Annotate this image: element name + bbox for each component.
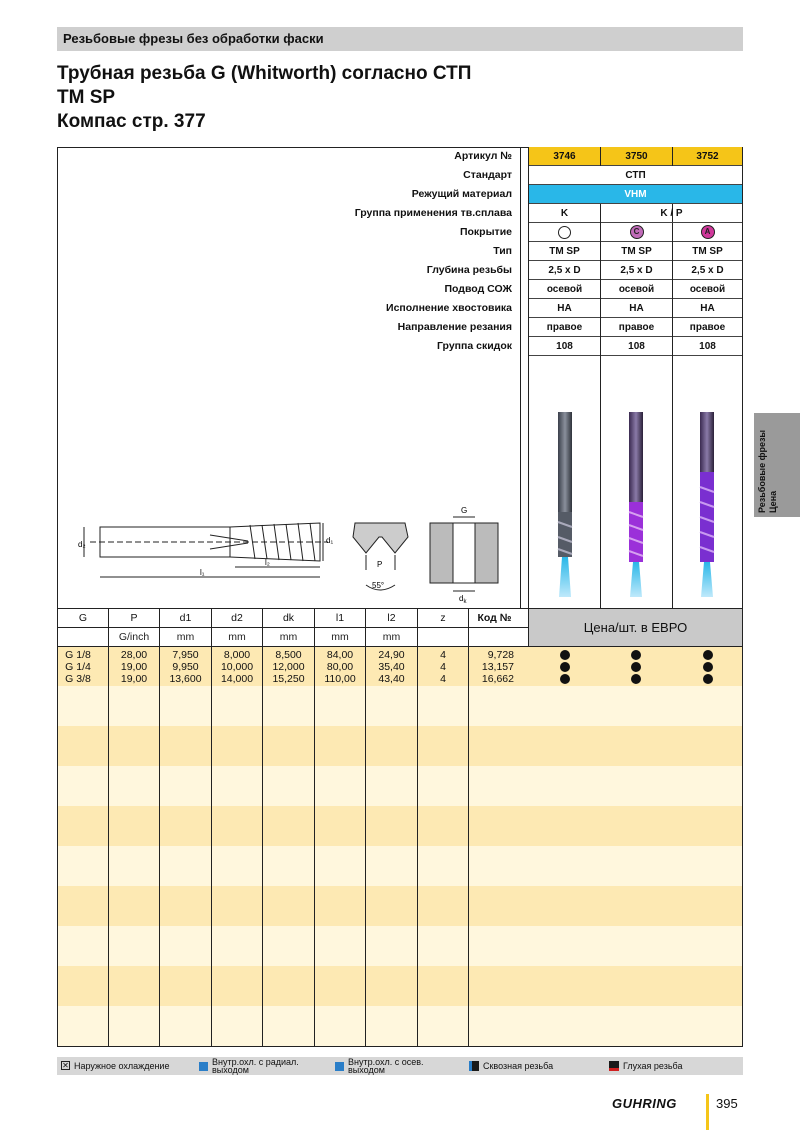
cell-l2: 24,90	[378, 649, 405, 661]
cell-dk: 8,500	[275, 649, 302, 661]
label-coolant: Подвод СОЖ	[444, 283, 512, 295]
cell-d2: 8,000	[223, 649, 251, 661]
availability-dot	[560, 650, 570, 660]
tool-3746-image	[558, 412, 572, 597]
availability-dot	[631, 662, 641, 672]
tool-side-view	[84, 523, 328, 577]
unit-l2: mm	[382, 631, 401, 643]
cell-g: G 1/4	[65, 661, 91, 673]
legend-external-cooling	[61, 1061, 169, 1070]
direction-value: правое	[601, 318, 672, 337]
header-p: P	[130, 612, 138, 624]
cell-z: 4	[440, 673, 446, 685]
radial-cooling-icon	[199, 1062, 208, 1071]
tool-3752-image	[700, 412, 714, 597]
cell-code: 13,157	[481, 661, 514, 673]
legend-label: Глухая резьба	[623, 1061, 683, 1071]
technical-drawing	[70, 495, 515, 605]
pitch-label: P	[377, 560, 383, 569]
coating-a-icon: A	[701, 225, 715, 239]
l2-label: l₂	[265, 558, 270, 567]
coating-none	[529, 223, 600, 242]
page-subtitle: TM SP	[57, 87, 116, 108]
availability-dot	[560, 662, 570, 672]
group-k: K	[529, 204, 600, 223]
header-l1: l1	[335, 612, 345, 624]
label-type: Тип	[493, 245, 512, 257]
discount-value: 108	[529, 337, 600, 356]
label-direction: Направление резания	[397, 321, 512, 333]
unit-d2: mm	[228, 631, 246, 643]
cell-z: 4	[440, 661, 446, 673]
cell-d1: 9,950	[172, 661, 199, 673]
tool-images	[529, 357, 742, 609]
legend-label: выходом	[212, 1065, 249, 1075]
cell-l1: 84,00	[326, 649, 354, 661]
depth-value: 2,5 x D	[601, 261, 672, 280]
cell-dk: 15,250	[272, 673, 305, 685]
tool-3750-image	[629, 412, 643, 597]
compass-reference: Компас стр. 377	[57, 111, 206, 132]
side-tab-label: Резьбовые фрезы	[757, 429, 767, 513]
label-carbide-group: Группа применения тв.сплава	[354, 207, 512, 219]
footer-divider	[706, 1094, 709, 1130]
unit-dk: mm	[279, 631, 298, 643]
cell-d2: 14,000	[220, 673, 254, 685]
standard-value: СТП	[529, 166, 742, 185]
discount-value: 108	[673, 337, 742, 356]
cell-code: 16,662	[481, 673, 514, 685]
article-3752: 3752	[673, 147, 742, 166]
divider	[520, 147, 521, 609]
side-tab-thread-mills[interactable]	[754, 413, 800, 517]
coating-c-icon: C	[630, 225, 644, 239]
l1-label: l₁	[200, 568, 205, 577]
label-article: Артикул №	[454, 150, 512, 162]
shank-value: HA	[601, 299, 672, 318]
coolant-value: осевой	[673, 280, 742, 299]
cell-d2: 10,000	[220, 661, 254, 673]
cell-g: G 1/8	[65, 649, 91, 661]
header-code: Код №	[477, 612, 512, 624]
cell-code: 9,728	[487, 649, 514, 661]
legend-bar	[57, 1057, 743, 1075]
depth-value: 2,5 x D	[529, 261, 600, 280]
direction-value: правое	[673, 318, 742, 337]
cell-l1: 80,00	[326, 661, 354, 673]
legend-radial-cooling	[199, 1058, 299, 1074]
coolant-value: осевой	[529, 280, 600, 299]
bore-section	[430, 517, 498, 591]
group-kp: K / P	[601, 204, 742, 223]
cell-d1: 13,600	[169, 673, 202, 685]
d1-label: d₁	[326, 536, 334, 545]
axial-cooling-icon	[335, 1062, 344, 1071]
coating-a	[673, 223, 742, 242]
shank-value: HA	[673, 299, 742, 318]
label-shank: Исполнение хвостовика	[386, 302, 512, 314]
availability-dot	[703, 662, 713, 672]
legend-label: Сквозная резьба	[483, 1061, 554, 1071]
legend-label: Внутр.охл. с радиал.	[212, 1057, 299, 1067]
label-material: Режущий материал	[411, 188, 512, 200]
dk-label: $d_k$	[459, 594, 467, 605]
discount-value: 108	[601, 337, 672, 356]
cell-l1: 110,00	[324, 673, 356, 685]
article-3750: 3750	[601, 147, 672, 166]
legend-blind-thread	[609, 1061, 682, 1071]
cell-dk: 12,000	[272, 661, 305, 673]
availability-dot	[703, 674, 713, 684]
circle-empty-icon	[558, 226, 571, 239]
type-value: TM SP	[529, 242, 600, 261]
angle-label: 55°	[372, 581, 385, 590]
page-title: Трубная резьба G (Whitworth) согласно СТП	[57, 63, 472, 84]
section-header: Резьбовые фрезы без обработки фаски	[57, 27, 743, 51]
header-d1: d1	[179, 612, 192, 624]
page-number: 395	[716, 1096, 738, 1111]
depth-value: 2,5 x D	[673, 261, 742, 280]
label-depth: Глубина резьбы	[426, 264, 512, 276]
shank-value: HA	[529, 299, 600, 318]
availability-dot	[631, 674, 641, 684]
article-3746: 3746	[529, 147, 600, 166]
price-header: Цена/шт. в ЕВРО	[529, 609, 742, 646]
cell-p: 19,00	[120, 661, 148, 673]
availability-dot	[631, 650, 641, 660]
g-label: G	[461, 506, 468, 515]
header-d2: d2	[231, 612, 243, 624]
legend-through-thread	[469, 1061, 553, 1071]
type-value: TM SP	[673, 242, 742, 261]
cell-p: 19,00	[120, 673, 148, 685]
label-standard: Стандарт	[463, 169, 512, 181]
header-dk: dk	[282, 612, 295, 624]
cell-l2: 35,40	[378, 661, 405, 673]
cell-p: 28,00	[120, 649, 148, 661]
blind-thread-icon	[609, 1061, 619, 1071]
header-l2: l2	[387, 612, 396, 624]
d2-label: d₂	[78, 540, 86, 549]
legend-axial-cooling	[335, 1058, 424, 1074]
cell-z: 4	[440, 649, 446, 661]
cell-g: G 3/8	[65, 673, 91, 685]
header-g: G	[78, 612, 88, 624]
cell-l2: 43,40	[378, 673, 405, 685]
type-value: TM SP	[601, 242, 672, 261]
direction-value: правое	[529, 318, 600, 337]
through-thread-icon	[469, 1061, 479, 1071]
availability-dot	[560, 674, 570, 684]
coolant-value: осевой	[601, 280, 672, 299]
unit-p: G/inch	[118, 631, 150, 643]
legend-label: выходом	[348, 1065, 385, 1075]
label-discount: Группа скидок	[437, 340, 512, 352]
unit-l1: mm	[331, 631, 349, 643]
label-coating: Покрытие	[459, 226, 512, 238]
brand-logo: GUHRING	[612, 1096, 677, 1111]
side-tab-label: Цена	[768, 490, 778, 513]
cell-d1: 7,950	[172, 649, 199, 661]
availability-dot	[703, 650, 713, 660]
legend-label: Внутр.охл. с осев.	[348, 1057, 424, 1067]
header-z: z	[440, 612, 446, 624]
unit-d1: mm	[176, 631, 195, 643]
thread-profile	[353, 523, 408, 590]
legend-label: Наружное охлаждение	[74, 1060, 170, 1071]
cross-box-icon: ✕	[62, 1061, 69, 1070]
material-value: VHM	[529, 185, 742, 204]
coating-c	[601, 223, 672, 242]
